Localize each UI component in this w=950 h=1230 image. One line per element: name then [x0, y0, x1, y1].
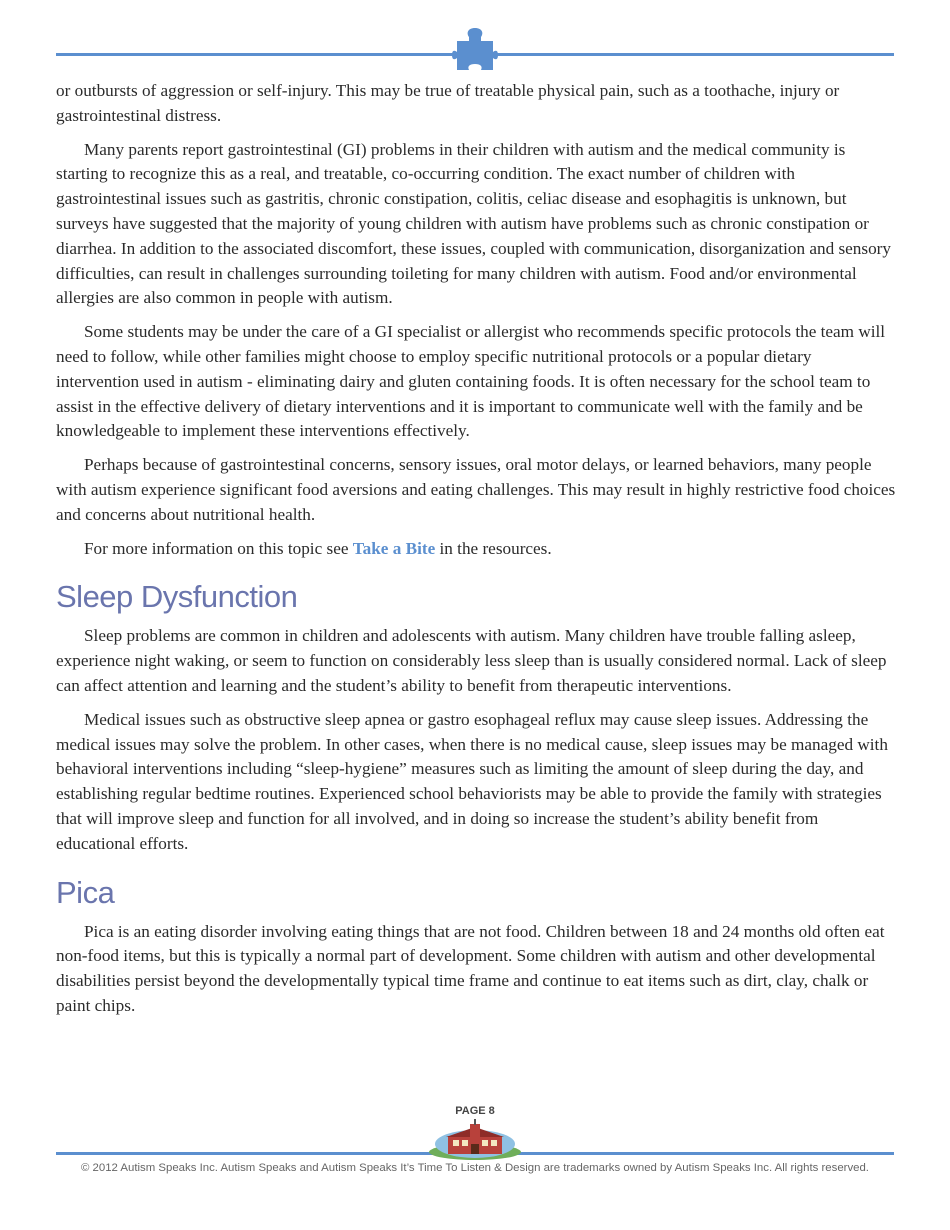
- sleep-paragraph-1: Sleep problems are common in children and adolescents with autism. Many children have trouble falling asleep, experience night waking, or seem to function on considerably less sleep than is usually considered normal. Lack of sleep can affect attention and learning and the student’s ability to benefit from therapeutic interventions.: [56, 626, 887, 695]
- sleep-dysfunction-heading: Sleep Dysfunction: [56, 579, 298, 615]
- resource-text-after: in the resources.: [435, 538, 552, 558]
- puzzle-piece-icon: [452, 25, 498, 75]
- body-paragraph-3: Some students may be under the care of a GI specialist or allergist who recommends specific protocols the team will need to follow, while other families might choose to employ specific nutritional protocols or a popular dietary intervention used in autism - eliminating dairy and gluten containing foods. It is often necessary for the school team to assist in the effective delivery of dietary interventions and it is important to communicate well with the family and be knowledgeable to implement these interventions effectively.: [56, 322, 886, 441]
- copyright-notice: © 2012 Autism Speaks Inc. Autism Speaks and Autism Speaks It’s Time To Listen & Design are trademarks owned by Autism Speaks Inc. All rights reserved.: [81, 1162, 869, 1174]
- pica-heading: Pica: [56, 874, 115, 910]
- body-paragraph-2: Many parents report gastrointestinal (GI) problems in their children with autism and the medical community is starting to recognize this as a real, and treatable, co-occurring condition. The exact number of children with gastrointestinal issues such as gastritis, chronic constipation, colitis, celiac disease and esophagitis is unknown, but surveys have suggested that the majority of young children with autism have problems such as chronic constipation or diarrhea. In addition to the associated discomfort, these issues, coupled with communication, disorganization and sensory difficulties, can result in challenges surrounding toileting for many children with autism. Food and/or environmental allergies are also common in people with autism.: [56, 139, 891, 308]
- page-number: PAGE 8: [455, 1105, 495, 1117]
- body-paragraph-4: Perhaps because of gastrointestinal concerns, sensory issues, oral motor delays, or learned behaviors, many people with autism experience significant food aversions and eating challenges. This may result in highly restrictive food choices and concerns about nutritional health.: [56, 455, 896, 524]
- body-paragraph-1: or outbursts of aggression or self-injury. This may be true of treatable physical pain, such as a toothache, injury or gastrointestinal distress.: [56, 81, 840, 125]
- sleep-paragraph-2: Medical issues such as obstructive sleep apnea or gastro esophageal reflux may cause sleep issues. Addressing the medical issues may solve the problem. In other cases, when there is no medical cause, sleep issues may be managed with behavioral interventions including “sleep-hygiene” measures such as limiting the amount of sleep during the day, and establishing regular bedtime routines. Experienced school behaviorists may be able to provide the family with strategies that will improve sleep and function for all involved, and in doing so increase the student’s ability benefit from educational efforts.: [56, 709, 888, 853]
- take-a-bite-link[interactable]: Take a Bite: [352, 538, 436, 558]
- pica-paragraph: Pica is an eating disorder involving eating things that are not food. Children between 18 and 24 months old often eat non-food items, but this is typically a normal part of development. Some children with autism and other developmental disabilities persist beyond the developmentally typical time frame and continue to eat items such as dirt, clay, chalk or paint chips.: [56, 921, 885, 1015]
- schoolhouse-logo-icon: [428, 1118, 522, 1160]
- page-content: [56, 79, 896, 1028]
- resource-text-before: For more information on this topic see: [84, 538, 353, 558]
- resource-paragraph: [56, 537, 896, 562]
